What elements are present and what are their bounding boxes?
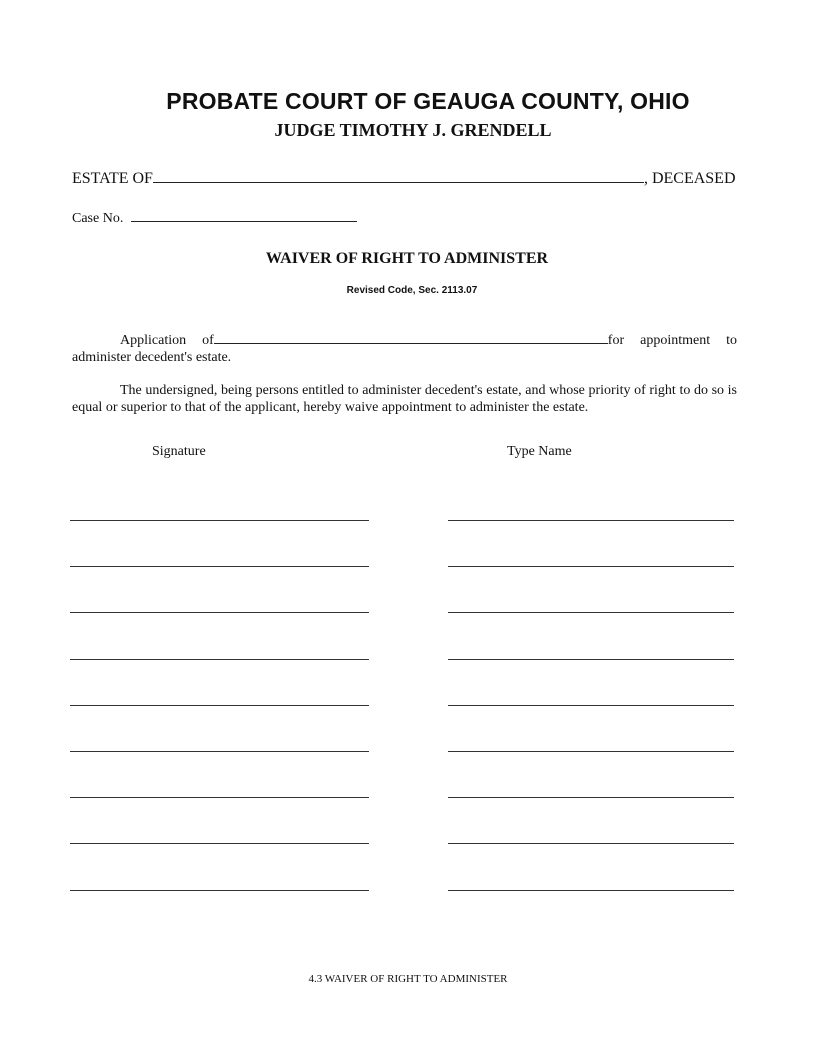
signature-line[interactable] xyxy=(70,659,369,660)
type-name-line[interactable] xyxy=(448,612,734,613)
court-title: PROBATE COURT OF GEAUGA COUNTY, OHIO xyxy=(166,88,690,114)
type-name-column-header: Type Name xyxy=(507,444,572,459)
code-reference: Revised Code, Sec. 2113.07 xyxy=(346,285,478,296)
page-footer: 4.3 WAIVER OF RIGHT TO ADMINISTER xyxy=(308,973,508,985)
signature-line[interactable] xyxy=(70,612,369,613)
judge-name: JUDGE TIMOTHY J. GRENDELL xyxy=(274,120,552,140)
signature-line[interactable] xyxy=(70,520,369,521)
type-name-line[interactable] xyxy=(448,566,734,567)
waiver-text: The undersigned, being persons entitled to administer decedent's estate, and whose priority of right to do so is equal or superior to that of the applicant, hereby waive appointment to administer the estate. xyxy=(72,383,737,415)
type-name-line[interactable] xyxy=(448,843,734,844)
signature-line[interactable] xyxy=(70,751,369,752)
signature-line[interactable] xyxy=(70,890,369,891)
deceased-label: , DECEASED xyxy=(643,170,736,187)
type-name-line[interactable] xyxy=(448,751,734,752)
application-suffix: for appointment to xyxy=(607,333,738,348)
estate-row xyxy=(72,170,736,188)
estate-label: ESTATE OF xyxy=(72,170,153,187)
type-name-line[interactable] xyxy=(448,890,734,891)
type-name-line[interactable] xyxy=(448,705,734,706)
application-prefix: Application of xyxy=(120,333,214,348)
case-label: Case No. xyxy=(72,211,124,226)
case-row xyxy=(72,209,357,227)
type-name-line[interactable] xyxy=(448,520,734,521)
signature-line[interactable] xyxy=(70,705,369,706)
type-name-line[interactable] xyxy=(448,797,734,798)
waiver-paragraph xyxy=(72,382,737,416)
signature-line[interactable] xyxy=(70,843,369,844)
signature-line[interactable] xyxy=(70,797,369,798)
case-number-field[interactable] xyxy=(131,209,357,222)
estate-name-field[interactable] xyxy=(153,170,644,183)
applicant-name-field[interactable] xyxy=(214,331,608,344)
application-continuation: administer decedent's estate. xyxy=(72,350,232,365)
type-name-line[interactable] xyxy=(448,659,734,660)
application-paragraph xyxy=(72,331,737,366)
signature-column-header: Signature xyxy=(152,444,206,459)
form-title: WAIVER OF RIGHT TO ADMINISTER xyxy=(265,250,549,267)
signature-line[interactable] xyxy=(70,566,369,567)
